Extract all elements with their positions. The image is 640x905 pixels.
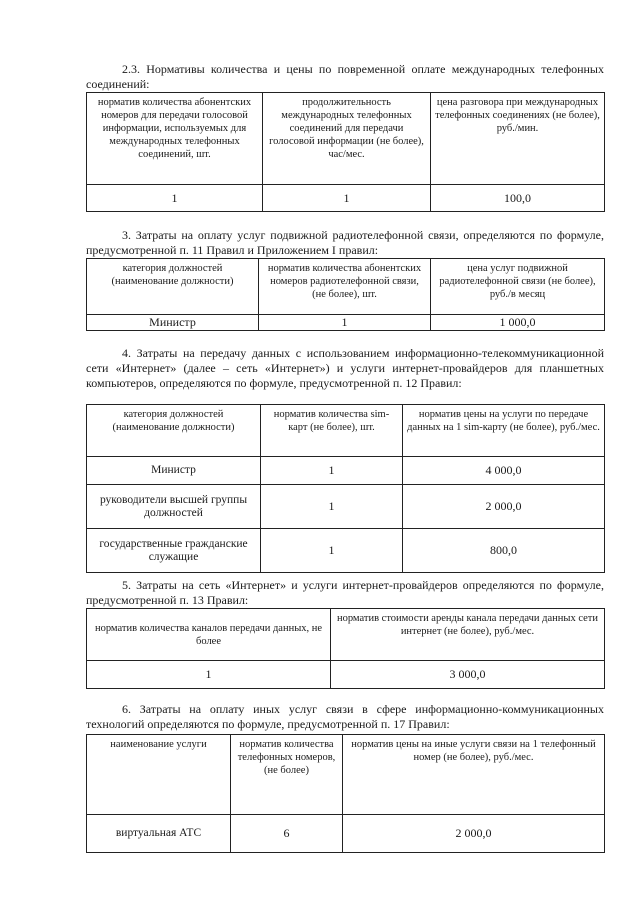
header-cell: норматив количества каналов передачи данных, не более <box>87 609 331 661</box>
table-cell: 1 <box>261 529 403 573</box>
table-cell: 1 <box>259 315 431 331</box>
header-cell: норматив стоимости аренды канала передачи данных сети интернет (не более), руб./мес. <box>331 609 605 661</box>
header-cell: продолжительность международных телефонных соединений для передачи голосовой информации (не более), час/мес. <box>263 93 431 185</box>
table-cell: 6 <box>231 815 343 853</box>
header-cell: норматив количества абонентских номеров радиотелефонной связи, (не более), шт. <box>259 259 431 315</box>
header-cell: норматив количества телефонных номеров, (не более) <box>231 735 343 815</box>
table-cell: руководители высшей группы должностей <box>87 485 261 529</box>
table-cell: 1 <box>87 185 263 212</box>
table-cell: 800,0 <box>403 529 605 573</box>
table-cell: 1 <box>261 485 403 529</box>
header-cell: норматив цены на иные услуги связи на 1 телефонный номер (не более), руб./мес. <box>343 735 605 815</box>
table-cell: 100,0 <box>431 185 605 212</box>
table-cell: виртуальная АТС <box>87 815 231 853</box>
header-cell: цена услуг подвижной радиотелефонной связи (не более), руб./в месяц <box>431 259 605 315</box>
table-cell: 1 000,0 <box>431 315 605 331</box>
table-cell: 1 <box>87 661 331 689</box>
section-5-text: 5. Затраты на сеть «Интернет» и услуги интернет-провайдеров определяются по формуле, предусмотренной п. 13 Правил: <box>86 578 604 607</box>
header-cell: норматив количества абонентских номеров для передачи голосовой информации, используемых для международных телефонных соединений, шт. <box>87 93 263 185</box>
header-cell: наименование услуги <box>87 735 231 815</box>
table-international-calls <box>86 92 605 212</box>
header-cell: норматив количества sim-карт (не более), шт. <box>261 405 403 457</box>
table-cell: 2 000,0 <box>403 485 605 529</box>
table-data-transfer <box>86 404 605 573</box>
table-cell: Министр <box>87 457 261 485</box>
table-cell: Министр <box>87 315 259 331</box>
table-cell: 3 000,0 <box>331 661 605 689</box>
section-6-text: 6. Затраты на оплату иных услуг связи в сфере информационно-коммуникационных технологий определяются по формуле, предусмотренной п. 17 Правил: <box>86 702 604 731</box>
table-other-services <box>86 734 605 853</box>
section-2-3-text: 2.3. Нормативы количества и цены по повременной оплате международных телефонных соединений: <box>86 62 604 91</box>
table-cell: 4 000,0 <box>403 457 605 485</box>
section-4-text: 4. Затраты на передачу данных с использованием информационно-телекоммуникационной сети «Интернет» (далее – сеть «Интернет») и услуги интернет-провайдеров для планшетных компьютеров, определяются по формуле, предусмотренной п. 12 Правил: <box>86 346 604 390</box>
table-cell: 1 <box>261 457 403 485</box>
header-cell: цена разговора при международных телефонных соединениях (не более), руб./мин. <box>431 93 605 185</box>
section-3-text: 3. Затраты на оплату услуг подвижной радиотелефонной связи, определяются по формуле, предусмотренной п. 11 Правил и Приложением I правил: <box>86 228 604 257</box>
table-internet-channels <box>86 608 605 689</box>
table-cell: 2 000,0 <box>343 815 605 853</box>
header-cell: категория должностей (наименование должности) <box>87 259 259 315</box>
table-mobile-service <box>86 258 605 331</box>
header-cell: норматив цены на услуги по передаче данных на 1 sim-карту (не более), руб./мес. <box>403 405 605 457</box>
table-cell: государственные гражданские служащие <box>87 529 261 573</box>
table-cell: 1 <box>263 185 431 212</box>
header-cell: категория должностей (наименование должности) <box>87 405 261 457</box>
